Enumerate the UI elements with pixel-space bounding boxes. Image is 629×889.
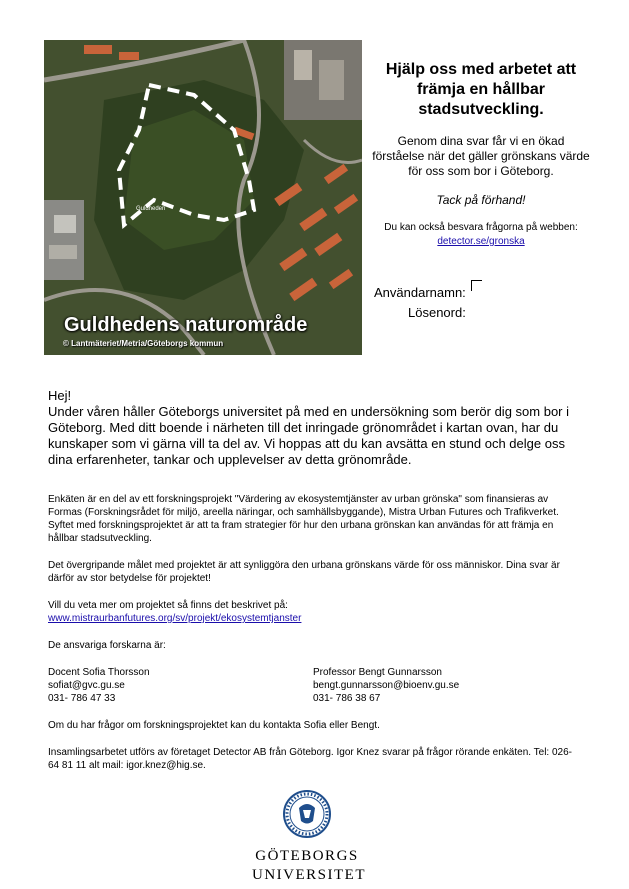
username-field[interactable]	[471, 280, 482, 291]
aerial-map-image	[44, 40, 362, 355]
intro-panel	[370, 60, 592, 249]
researcher-phone: 031- 786 38 67	[313, 693, 381, 704]
password-label: Lösenord:	[408, 305, 466, 320]
letter-body	[48, 388, 578, 772]
map-title: Guldhedens naturområde	[64, 314, 308, 336]
login-credentials	[374, 283, 482, 323]
intro-web-prefix: Du kan också besvara frågorna på webben:	[384, 222, 578, 233]
project-link[interactable]: www.mistraurbanfutures.org/sv/projekt/ekosystemtjanster	[48, 613, 302, 624]
lead-paragraph: Under våren håller Göteborgs universitet på med en undersökning som berör dig som bor i Göteborg. Med ditt boende i närheten till det inringade grönområdet i kartan ovan, har du kunskaper som vi gärna vill ta del av. Vi hoppas att du kan avsätta en stund och delge oss dina erfarenheter, tankar och upplevelser av detta grönområde.	[48, 404, 569, 467]
researcher-phone: 031- 786 47 33	[48, 693, 116, 704]
more-info	[48, 599, 578, 625]
university-logo	[252, 788, 366, 885]
intro-heading: Hjälp oss med arbetet att främja en hållbar stadsutveckling.	[385, 61, 577, 118]
researchers-heading: De ansvariga forskarna är:	[48, 640, 166, 651]
username-label: Användarnamn:	[374, 285, 466, 300]
researcher-contact	[313, 666, 578, 705]
map-graphic	[44, 40, 362, 355]
greeting: Hej!	[48, 388, 72, 403]
survey-web-link[interactable]: detector.se/gronska	[437, 236, 525, 247]
university-name-line1: GÖTEBORGS	[255, 848, 359, 864]
researchers-list	[48, 666, 578, 705]
project-description: Enkäten är en del av ett forskningsprojekt "Värdering av ekosystemtjänster av urban grönska" som finansieras av Formas (Forskningsrådet för miljö, areella näringar, och samhällsbyggande), Mistra Urban Futures och Trafikverket. Syftet med forskningsprojektet är att ta fram strategier för hur den urbana grönskan kan användas för att främja en hållbar stadsutveckling.	[48, 494, 559, 544]
university-name	[252, 847, 366, 885]
map-copyright: © Lantmäteriet/Metria/Göteborgs kommun	[63, 339, 224, 348]
intro-thanks: Tack på förhand!	[436, 193, 526, 207]
researcher-name: Docent Sofia Thorsson	[48, 667, 150, 678]
project-goal: Det övergripande målet med projektet är att synliggöra den urbana grönskans värde för oss människor. Dina svar är därför av stor betydelse för projektet!	[48, 560, 560, 584]
map-area-label: Guldheden	[136, 206, 166, 212]
researcher-name: Professor Bengt Gunnarsson	[313, 667, 442, 678]
intro-web-note	[370, 221, 592, 249]
researcher-contact	[48, 666, 313, 705]
university-seal-icon	[282, 788, 332, 840]
university-name-line2: UNIVERSITET	[252, 867, 366, 883]
collection-note: Insamlingsarbetet utförs av företaget Detector AB från Göteborg. Igor Knez svarar på frågor rörande enkäten. Tel: 026-64 81 11 alt mail: igor.knez@hig.se.	[48, 747, 572, 771]
intro-text: Genom dina svar får vi en ökad förståelse när det gäller grönskans värde för oss som bor i Göteborg.	[372, 134, 590, 178]
contact-note: Om du har frågor om forskningsprojektet kan du kontakta Sofia eller Bengt.	[48, 720, 380, 731]
researcher-email: bengt.gunnarsson@bioenv.gu.se	[313, 680, 460, 691]
researcher-email: sofiat@gvc.gu.se	[48, 680, 125, 691]
more-info-text: Vill du veta mer om projektet så finns det beskrivet på:	[48, 600, 288, 611]
